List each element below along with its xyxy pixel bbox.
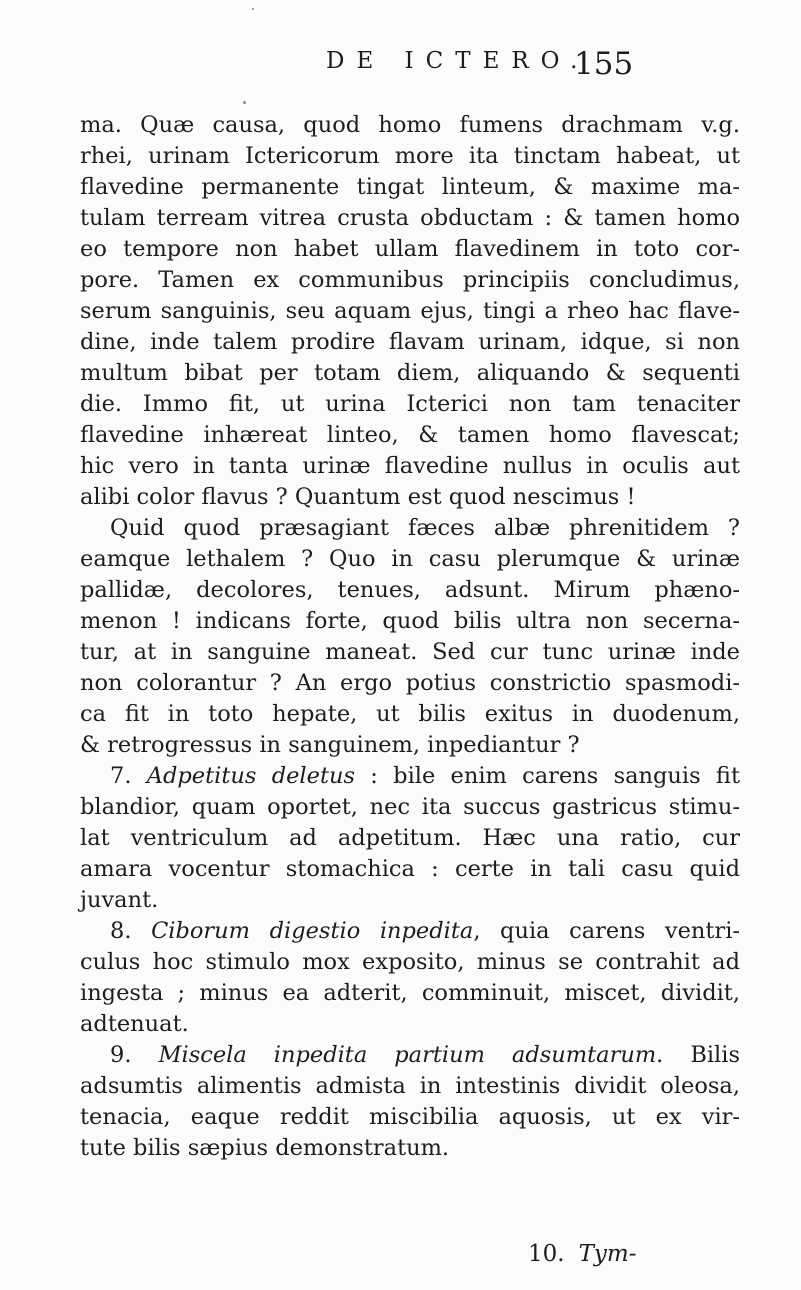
text-segment: 9. — [110, 1042, 159, 1068]
text-line: flavedine permanente tingat linteum, & maxime ma- — [80, 174, 740, 200]
text-line — [80, 1040, 740, 1071]
text-line: rhei, urinam Ictericorum more ita tinctam habeat, ut — [80, 143, 740, 169]
text-line: juvant. — [80, 887, 159, 913]
text-line: flavedine inhæreat linteo, & tamen homo flavescat; — [80, 422, 740, 448]
running-head — [0, 46, 801, 86]
text-line: ma. Quæ causa, quod homo fumens drachmam v.g. — [80, 112, 740, 138]
text-line — [80, 916, 740, 947]
text-line: tur, at in sanguine maneat. Sed cur tunc urinæ inde — [80, 639, 740, 665]
text-line: eamque lethalem ? Quo in casu plerumque & urinæ — [80, 546, 740, 572]
text-line: eo tempore non habet ullam flavedinem in toto cor- — [80, 236, 740, 262]
page-number: 155 — [574, 46, 634, 82]
text-segment: : bile enim carens sanguis fit — [355, 763, 740, 789]
text-line: alibi color flavus ? Quantum est quod nescimus ! — [80, 484, 636, 510]
text-line: multum bibat per totam diem, aliquando & sequenti — [80, 360, 740, 386]
text-line: adsumtis alimentis admista in intestinis dividit oleosa, — [80, 1073, 740, 1099]
text-line: adtenuat. — [80, 1011, 189, 1037]
italic-heading: Adpetitus deletus — [146, 763, 356, 789]
text-line: pore. Tamen ex communibus principiis concludimus, — [80, 267, 740, 293]
text-line: serum sanguinis, seu aquam ejus, tingi a rheo hac flave- — [80, 298, 740, 324]
catchword — [528, 1241, 637, 1267]
text-line: die. Immo fit, ut urina Icterici non tam tenaciter — [80, 391, 740, 417]
text-line: blandior, quam oportet, nec ita succus gastricus stimu- — [80, 794, 740, 820]
italic-heading: Ciborum digestio inpedita — [151, 918, 474, 944]
text-line — [80, 761, 740, 792]
text-line: non colorantur ? An ergo potius constrictio spasmodi- — [80, 670, 740, 696]
text-line: culus hoc stimulo mox exposito, minus se contrahit ad — [80, 949, 740, 975]
catchword-word: Tym- — [578, 1241, 637, 1267]
running-title: DE ICTERO. — [326, 48, 590, 74]
text-line: ca fit in toto hepate, ut bilis exitus in duodenum, — [80, 701, 740, 727]
text-line: tenacia, eaque reddit miscibilia aquosis, ut ex vir- — [80, 1104, 740, 1130]
text-segment: , quia carens ventri- — [473, 918, 740, 944]
text-line: ingesta ; minus ea adterit, comminuit, miscet, dividit, — [80, 980, 740, 1006]
ink-speck — [252, 8, 254, 10]
text-line: dine, inde talem prodire flavam urinam, idque, si non — [80, 329, 740, 355]
text-line: Quid quod præsagiant fæces albæ phrenitidem ? — [110, 515, 740, 541]
italic-heading: Miscela inpedita partium adsumtarum. — [158, 1042, 664, 1068]
text-line: pallidæ, decolores, tenues, adsunt. Mirum phæno- — [80, 577, 740, 603]
text-line: lat ventriculum ad adpetitum. Hæc una ratio, cur — [80, 825, 740, 851]
text-segment: 7. — [110, 763, 147, 789]
ink-speck — [243, 101, 246, 104]
text-segment: Bilis — [663, 1042, 740, 1068]
body-text — [80, 110, 740, 1164]
text-line: tute bilis sæpius demonstratum. — [80, 1135, 450, 1161]
text-line: amara vocentur stomachica : certe in tali casu quid — [80, 856, 740, 882]
text-line: & retrogressus in sanguinem, inpediantur ? — [80, 732, 580, 758]
text-line: tulam terream vitrea crusta obductam : & tamen homo — [80, 205, 740, 231]
text-line: menon ! indicans forte, quod bilis ultra non secerna- — [80, 608, 740, 634]
text-line: hic vero in tanta urinæ flavedine nullus in oculis aut — [80, 453, 740, 479]
catchword-number: 10. — [528, 1241, 565, 1267]
text-segment: 8. — [110, 918, 152, 944]
